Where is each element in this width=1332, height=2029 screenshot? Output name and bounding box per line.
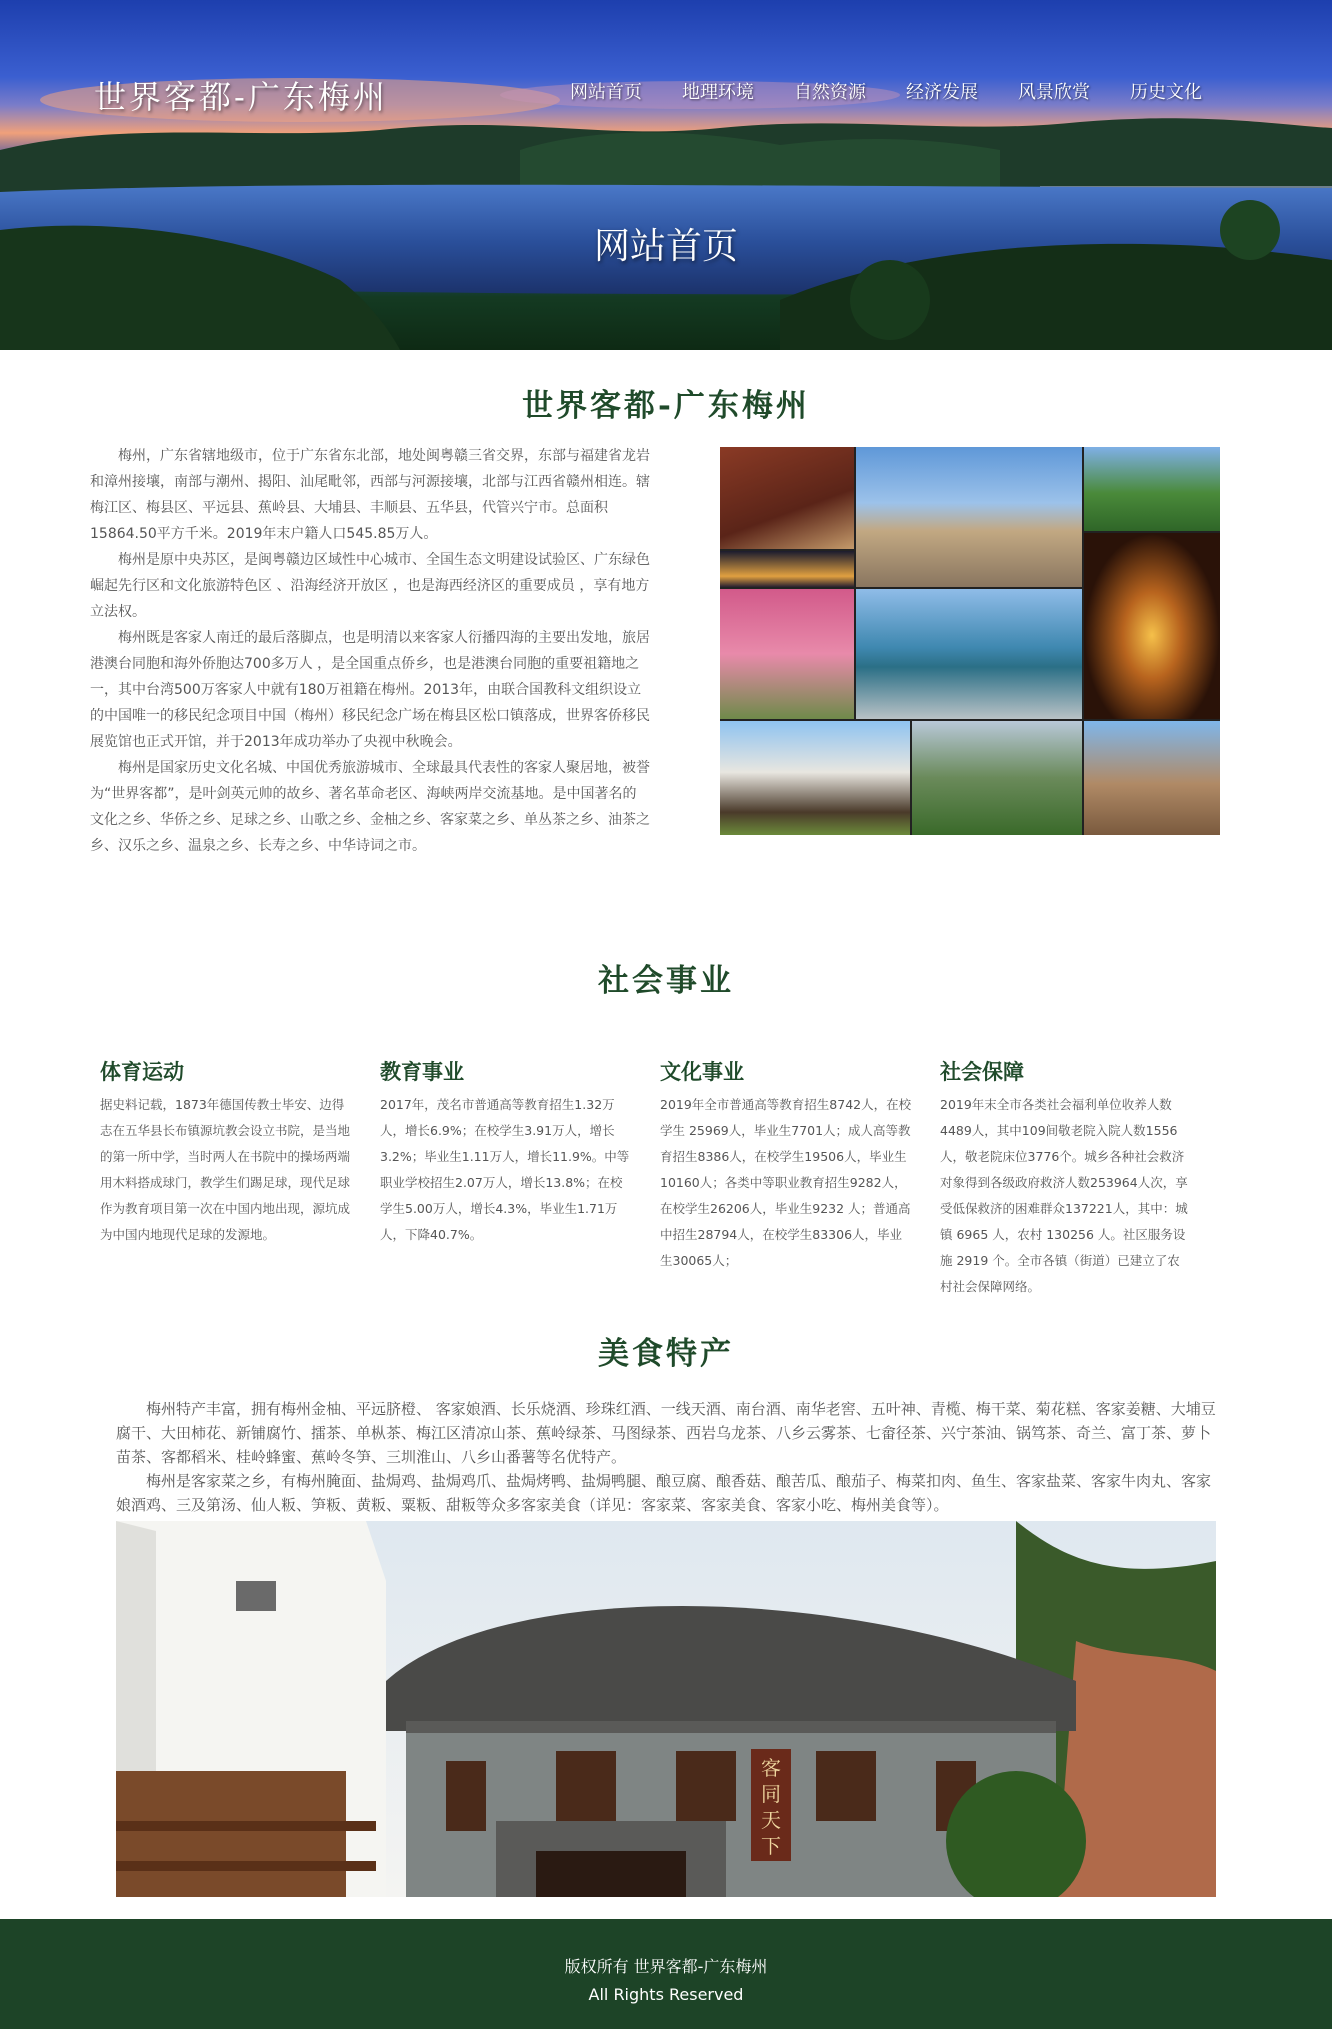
banner-title: 网站首页 (593, 226, 738, 267)
food-paragraph: 梅州特产丰富，拥有梅州金柚、平远脐橙、 客家娘酒、长乐烧酒、珍珠红酒、一线天酒、南台酒、南华老窖、五叶神、青榄、梅干菜、菊花糕、客家姜糖、大埔豆腐干、大田柿花、新铺腐竹、擂茶、单枞茶、梅江区清凉山茶、蕉岭绿茶、马图绿茶、西岩乌龙茶、八乡云雾茶、七畲径茶、兴宁茶油、锅笃茶、奇兰、富丁茶、萝卜苗茶、客都稻米、桂岭蜂蜜、蕉岭冬笋、三圳淮山、八乡山番薯等名优特产。 (116, 1400, 1216, 1466)
intro-paragraph: 梅州是原中央苏区，是闽粤赣边区域性中心城市、全国生态文明建设试验区、广东绿色崛起先行区和文化旅游特色区 、沿海经济开放区 ，也是海西经济区的重要成员 ，享有地方立法权。 (90, 552, 650, 620)
social-heading: 社会保障 (940, 1060, 1024, 1084)
intro-paragraph: 梅州是国家历史文化名城、中国优秀旅游城市、全球最具代表性的客家人聚居地，被誉为“世界客都”，是叶剑英元帅的故乡、著名革命老区、海峡两岸交流基地。是中国著名的文化之乡、华侨之乡、足球之乡、山歌之乡、金柚之乡、客家菜之乡、单丛茶之乡、油茶之乡、汉乐之乡、温泉之乡、长寿之乡、中华诗词之市。 (90, 760, 650, 854)
intro-paragraph: 梅州既是客家人南迁的最后落脚点，也是明清以来客家人衍播四海的主要出发地，旅居港澳台同胞和海外侨胞达700多万人 ，是全国重点侨乡，也是港澳台同胞的重要祖籍地之一，其中台湾500万客家人中就有180万祖籍在梅州。2013年，由联合国教科文组织设立的中国唯一的移民纪念项目中国（梅州）移民纪念广场在梅县区松口镇落成，世界客侨移民展览馆也正式开馆，并于2013年成功举办了央视中秋晚会。 (90, 630, 650, 750)
collage-stadium-aerial (912, 721, 1082, 835)
collage-mountain-town (1084, 447, 1220, 531)
social-item-sports (100, 1056, 352, 1248)
food-title: 美食特产 (598, 1336, 734, 1372)
site-logo-title[interactable]: 世界客都-广东梅州 (94, 78, 388, 116)
collage-museum-building (856, 447, 1082, 587)
nav-home[interactable]: 网站首页 (570, 82, 642, 103)
nav-history-culture[interactable]: 历史文化 (1130, 82, 1202, 103)
social-text: 2017年，茂名市普通高等教育招生1.32万人，增长6.9%；在校学生3.91万人，增长3.2%；毕业生1.11万人，增长11.9%。中等职业学校招生2.07万人，增长13.8%；在校学生5.00万人，增长4.3%，毕业生1.71万人，下降40.7%。 (380, 1097, 630, 1242)
nav-geography[interactable]: 地理环境 (682, 82, 754, 103)
site-footer (0, 1919, 1332, 2029)
intro-section (0, 425, 1332, 955)
social-title: 社会事业 (598, 963, 734, 999)
social-text: 据史料记载，1873年德国传教士毕安、边得志在五华县长布镇源坑教会设立书院，是当地的第一所中学，当时两人在书院中的操场两端用木料搭成球门，教学生们踢足球，现代足球作为教育项目第一次在中国内地出现，源坑成为中国内地现代足球的发源地。 (100, 1097, 351, 1242)
hakka-roundhouse-image (116, 1521, 1216, 1897)
hero-banner (0, 0, 1332, 350)
social-section (0, 1000, 1332, 1294)
roundhouse-photo (116, 1521, 1216, 1897)
meizhou-photo-collage (720, 447, 1220, 835)
social-item-security (940, 1056, 1192, 1300)
nav-natural-resources[interactable]: 自然资源 (794, 82, 866, 103)
collage-city-aerial (856, 589, 1082, 719)
social-text: 2019年末全市各类社会福利单位收养人数4489人，其中109间敬老院入院人数1556人，敬老院床位3776个。城乡各种社会救济对象得到各级政府救济人数253964人次，享受低保救济的困难群众137221人，其中：城镇 6965 人，农村 130256 人。社区服务设施 2919 个。全市各镇（街道）已建立了农村社会保障网络。 (940, 1097, 1188, 1294)
footer-copyright: 版权所有 世界客都-广东梅州 (564, 1957, 768, 1976)
intro-text (90, 443, 650, 859)
social-heading: 教育事业 (380, 1060, 464, 1084)
social-heading: 体育运动 (100, 1060, 184, 1084)
collage-cherry-blossoms (720, 589, 854, 719)
collage-temple-interior (720, 447, 854, 549)
intro-paragraph: 梅州，广东省辖地级市，位于广东省东北部，地处闽粤赣三省交界，东部与福建省龙岩和漳州接壤，南部与潮州、揭阳、汕尾毗邻，西部与河源接壤，北部与江西省赣州相连。辖梅江区、梅县区、平远县、蕉岭县、大埔县、丰顺县、五华县，代管兴宁市。总面积15864.50平方千米。2019年末户籍人口545.85万人。 (90, 448, 650, 542)
nav-economy[interactable]: 经济发展 (906, 82, 978, 103)
sign-char: 天 (761, 1808, 781, 1832)
sign-char: 同 (761, 1782, 781, 1806)
collage-pagoda-night (1084, 533, 1220, 719)
intro-title: 世界客都-广东梅州 (522, 388, 810, 424)
food-text (116, 1397, 1216, 1517)
sign-char: 下 (761, 1834, 781, 1858)
social-heading: 文化事业 (660, 1060, 744, 1084)
social-item-education (380, 1056, 632, 1248)
sign-char: 客 (761, 1756, 781, 1780)
food-paragraph: 梅州是客家菜之乡，有梅州腌面、盐焗鸡、盐焗鸡爪、盐焗烤鸭、盐焗鸭腿、酿豆腐、酿香菇、酿苦瓜、酿茄子、梅菜扣肉、鱼生、客家盐菜、客家牛肉丸、客家娘酒鸡、三及第汤、仙人粄、笋粄、黄粄、粟粄、甜粄等众多客家美食（详见：客家菜、客家美食、客家小吃、梅州美食等）。 (116, 1472, 1212, 1514)
collage-hakka-gate (720, 721, 910, 835)
footer-rights: All Rights Reserved (588, 1985, 744, 2004)
lake-landscape-image (0, 0, 1332, 350)
main-nav (550, 78, 1222, 104)
social-item-culture (660, 1056, 912, 1274)
social-text: 2019年全市普通高等教育招生8742人，在校学生 25969人，毕业生7701人；成人高等教育招生8386人，在校学生19506人，毕业生10160人；各类中等职业教育招生9282人，在校学生26206人，毕业生9232 人；普通高中招生28794人，在校学生83306人，毕业生30065人； (660, 1097, 912, 1268)
nav-scenery[interactable]: 风景欣赏 (1018, 82, 1090, 103)
collage-city-wall (1084, 721, 1220, 835)
collage-night-bridge (720, 551, 854, 587)
